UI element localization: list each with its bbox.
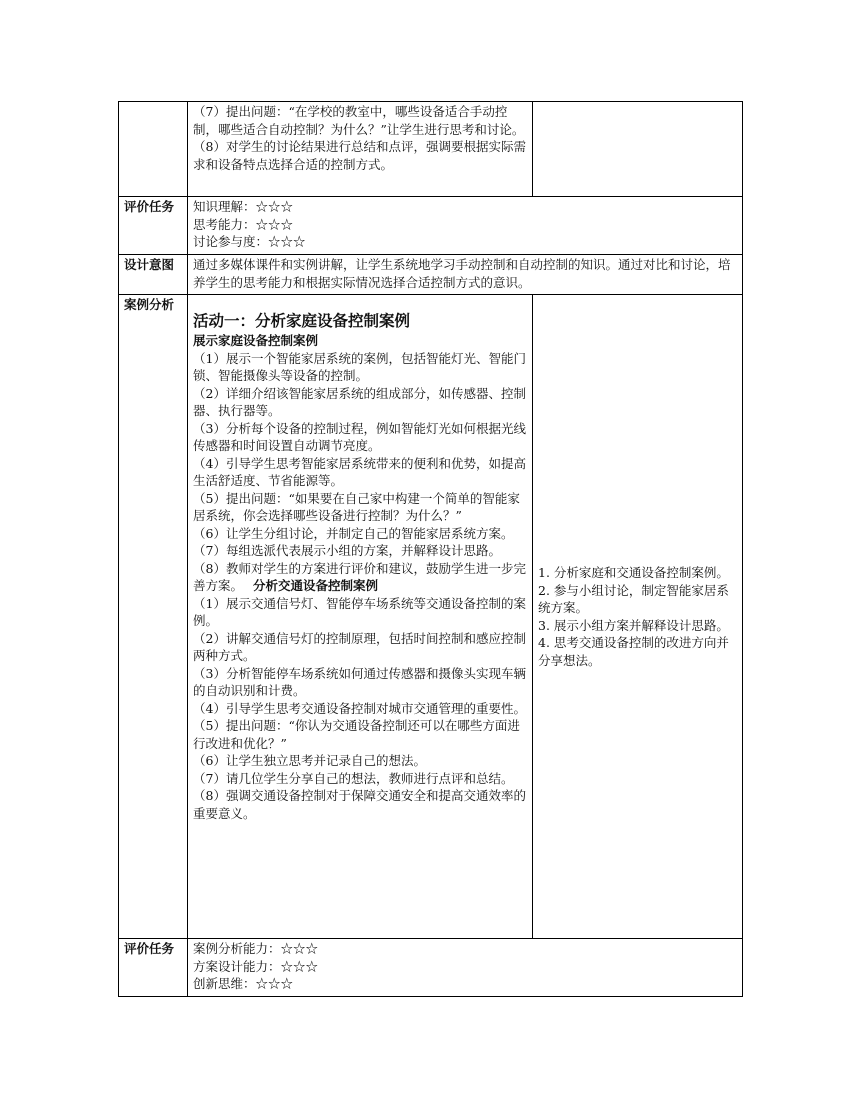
evaluation-row xyxy=(119,197,743,255)
home-step: （2）详细介绍该智能家居系统的组成部分，如传感器、控制器、执行器等。 xyxy=(193,385,526,418)
section-title-home: 展示家庭设备控制案例 xyxy=(193,333,319,348)
design-intent-text: 通过多媒体课件和实例讲解，让学生系统地学习手动控制和自动控制的知识。通过对比和讨论，培养学生的思考能力和根据实际情况选择合适控制方式的意识。 xyxy=(188,255,743,295)
student-activity-cell xyxy=(533,102,743,197)
traffic-step: （7）请几位学生分享自己的想法，教师进行点评和总结。 xyxy=(193,770,514,786)
student-task: 4. 思考交通设备控制的改进方向并分享想法。 xyxy=(538,635,729,668)
process-row xyxy=(119,102,743,197)
case-analysis-label: 案例分析 xyxy=(119,295,188,939)
evaluation-item: 讨论参与度：☆☆☆ xyxy=(193,234,306,249)
evaluation-content xyxy=(188,197,743,255)
section-title-traffic: 分析交通设备控制案例 xyxy=(253,578,379,593)
teacher-activity-cell xyxy=(188,102,533,197)
activity-title: 活动一：分析家庭设备控制案例 xyxy=(193,312,411,330)
design-intent-label: 设计意图 xyxy=(119,255,188,295)
home-step: （5）提出问题：“如果要在自己家中构建一个简单的智能家居系统，你会选择哪些设备进行控制？为什么？” xyxy=(193,490,520,523)
evaluation-item: 思考能力：☆☆☆ xyxy=(193,216,294,232)
case-student-cell xyxy=(533,295,743,939)
traffic-step: （1）展示交通信号灯、智能停车场系统等交通设备控制的案例。 xyxy=(193,595,526,628)
teacher-step-8: （8）对学生的讨论结果进行总结和点评，强调要根据实际需求和设备特点选择合适的控制方式。 xyxy=(193,139,526,172)
evaluation-item: 方案设计能力：☆☆☆ xyxy=(193,958,319,974)
student-task: 1. 分析家庭和交通设备控制案例。 xyxy=(538,565,729,580)
evaluation-content-2 xyxy=(188,939,743,997)
evaluation-item: 创新思维：☆☆☆ xyxy=(193,976,294,991)
evaluation-row-2 xyxy=(119,939,743,997)
design-intent-row xyxy=(119,255,743,295)
teacher-step-7: （7）提出问题：“在学校的教室中，哪些设备适合手动控制，哪些适合自动控制？为什么？”让学生进行思考和讨论。 xyxy=(193,104,525,137)
traffic-step: （8）强调交通设备控制对于保障交通安全和提高交通效率的重要意义。 xyxy=(193,788,526,821)
evaluation-item: 知识理解：☆☆☆ xyxy=(193,199,294,214)
process-label-cell xyxy=(119,102,188,197)
traffic-step: （2）讲解交通信号灯的控制原理，包括时间控制和感应控制两种方式。 xyxy=(193,630,526,663)
home-step: （4）引导学生思考智能家居系统带来的便利和优势，如提高生活舒适度、节省能源等。 xyxy=(193,455,526,488)
home-step: （1）展示一个智能家居系统的案例，包括智能灯光、智能门锁、智能摄像头等设备的控制。 xyxy=(193,350,526,383)
traffic-step: （4）引导学生思考交通设备控制对城市交通管理的重要性。 xyxy=(193,700,526,716)
student-task: 3. 展示小组方案并解释设计思路。 xyxy=(538,617,729,633)
lesson-plan-table xyxy=(118,101,743,997)
evaluation-label: 评价任务 xyxy=(119,197,188,255)
traffic-step: （5）提出问题：“你认为交通设备控制还可以在哪些方面进行改进和优化？” xyxy=(193,718,520,751)
home-step: （7）每组选派代表展示小组的方案，并解释设计思路。 xyxy=(193,543,501,558)
home-step-8-text: （8）教师对学生的方案进行评价和建议，鼓励学生进一步完善方案。 xyxy=(193,560,526,593)
case-analysis-row xyxy=(119,295,743,939)
home-step: （3）分析每个设备的控制过程，例如智能灯光如何根据光线传感器和时间设置自动调节亮度。 xyxy=(193,420,526,453)
home-step-8 xyxy=(193,560,527,595)
traffic-step: （3）分析智能停车场系统如何通过传感器和摄像头实现车辆的自动识别和计费。 xyxy=(193,665,526,698)
evaluation-label-2: 评价任务 xyxy=(119,939,188,997)
student-task: 2. 参与小组讨论，制定智能家居系统方案。 xyxy=(538,582,729,615)
traffic-step: （6）让学生独立思考并记录自己的想法。 xyxy=(193,753,426,768)
case-teacher-cell xyxy=(188,295,533,939)
evaluation-item: 案例分析能力：☆☆☆ xyxy=(193,941,319,956)
home-step: （6）让学生分组讨论，并制定自己的智能家居系统方案。 xyxy=(193,525,514,541)
